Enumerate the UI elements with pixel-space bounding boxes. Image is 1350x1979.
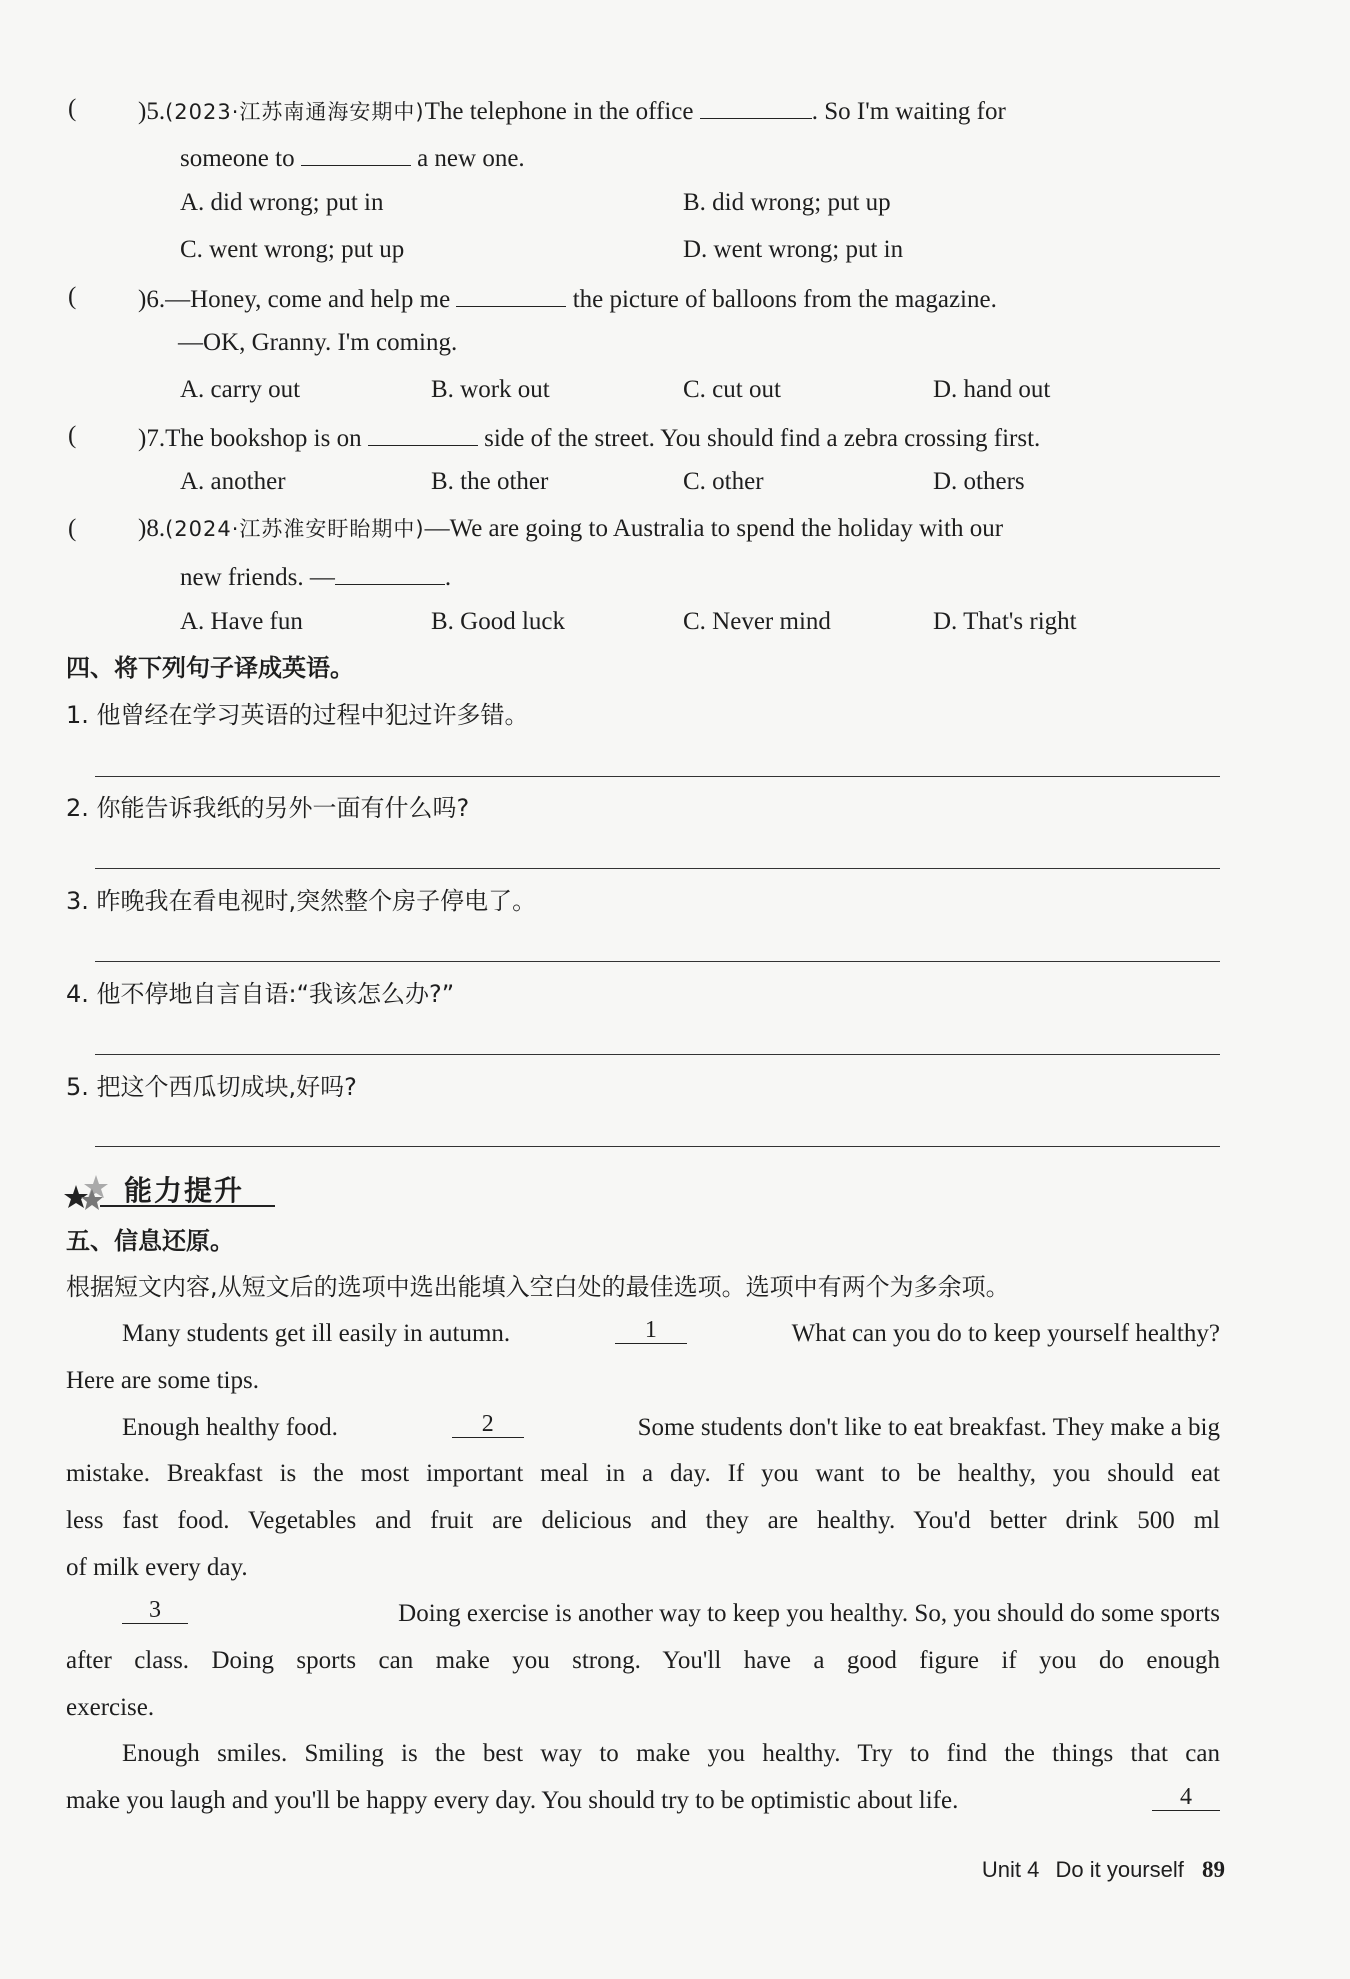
passage-p4b: make you laugh and you'll be happy every day. You should try to be optimistic about life. (66, 1787, 959, 1814)
passage-p2b: Some students don't like to eat breakfast. They make a big (637, 1414, 1220, 1441)
q5-number: )5. (138, 98, 166, 125)
q8-option-c[interactable]: C. Never mind (683, 608, 831, 635)
q8-source: (2024·江苏淮安盱眙期中) (165, 517, 425, 541)
q5-text2: . So I'm waiting for (811, 98, 1006, 125)
q6-line1 (138, 280, 997, 317)
q7-text2: side of the street. You should find a zebra crossing first. (484, 425, 1041, 452)
q6-text2: the picture of balloons from the magazine. (572, 286, 997, 313)
translate-item-4: 4. 他不停地自言自语:“我该怎么办?” (66, 980, 455, 1008)
q7-paren: ( (68, 422, 77, 449)
answer-line-4[interactable] (95, 1054, 1220, 1055)
passage-line-3 (122, 1411, 1220, 1445)
q6-option-a[interactable]: A. carry out (180, 376, 301, 403)
passage-p2e: of milk every day. (66, 1554, 248, 1581)
page-footer (945, 1857, 1225, 1883)
translate-item-2: 2. 你能告诉我纸的另外一面有什么吗? (66, 794, 470, 822)
passage-blank-1[interactable]: 1 (615, 1317, 687, 1344)
q8-line2 (180, 558, 451, 595)
q7-option-d[interactable]: D. others (933, 468, 1025, 495)
passage-p3b: after class. Doing sports can make you strong. You'll have a good figure if you do enough (66, 1647, 1220, 1674)
q8-option-d[interactable]: D. That's right (933, 608, 1077, 635)
translate-item-5: 5. 把这个西瓜切成块,好吗? (66, 1073, 357, 1101)
q5-line1 (138, 92, 1220, 129)
passage-p1a: Many students get ill easily in autumn. (122, 1320, 511, 1347)
q8-blank[interactable] (335, 558, 445, 585)
q5-blank2[interactable] (301, 139, 411, 166)
q6-number: )6. (138, 286, 166, 313)
q8-option-a[interactable]: A. Have fun (180, 608, 303, 635)
q6-line2: —OK, Granny. I'm coming. (178, 329, 458, 356)
q5-option-d[interactable]: D. went wrong; put in (683, 236, 904, 263)
passage-p2c: mistake. Breakfast is the most important meal in a day. If you want to be healthy, you should eat (66, 1460, 1220, 1487)
q6-blank[interactable] (456, 280, 566, 307)
translate-item-1: 1. 他曾经在学习英语的过程中犯过许多错。 (66, 701, 529, 729)
q5-text1: The telephone in the office (424, 98, 694, 125)
answer-line-3[interactable] (95, 961, 1220, 962)
passage-line-7 (122, 1597, 1220, 1631)
q8-number: )8. (138, 515, 166, 542)
q7-option-c[interactable]: C. other (683, 468, 764, 495)
ability-banner (62, 1165, 277, 1211)
q6-paren: ( (68, 283, 77, 310)
passage-p1c: Here are some tips. (66, 1367, 259, 1394)
banner-title: 能力提升 (124, 1174, 245, 1207)
q8-text2: new friends. — (180, 564, 335, 591)
q8-line1 (138, 512, 1003, 546)
q5-paren: ( (68, 95, 77, 122)
q6-text1: —Honey, come and help me (165, 286, 451, 313)
section5-title: 五、信息还原。 (66, 1227, 234, 1255)
q5-line2 (180, 139, 525, 176)
q5-text4: a new one. (417, 145, 525, 172)
passage-p1b: What can you do to keep yourself healthy? (791, 1320, 1220, 1347)
answer-line-2[interactable] (95, 868, 1220, 869)
q6-option-d[interactable]: D. hand out (933, 376, 1051, 403)
q7-line1 (138, 419, 1040, 456)
answer-line-5[interactable] (95, 1146, 1220, 1147)
q6-option-c[interactable]: C. cut out (683, 376, 781, 403)
page-number: 89 (1202, 1857, 1225, 1882)
footer-title: Do it yourself (1055, 1857, 1184, 1882)
passage-p2a: Enough healthy food. (122, 1414, 338, 1441)
q7-blank[interactable] (368, 419, 478, 446)
q5-option-b[interactable]: B. did wrong; put up (683, 189, 891, 216)
q7-number: )7. (138, 425, 166, 452)
passage-line-11 (66, 1784, 1220, 1818)
answer-line-1[interactable] (95, 776, 1220, 777)
passage-blank-4[interactable]: 4 (1152, 1784, 1220, 1811)
q8-text1: —We are going to Australia to spend the holiday with our (424, 515, 1004, 542)
q8-text3: . (444, 564, 452, 591)
passage-p4a: Enough smiles. Smiling is the best way to make you healthy. Try to find the things that can (122, 1740, 1220, 1767)
passage-blank-3[interactable]: 3 (122, 1597, 188, 1624)
section5-instruction: 根据短文内容,从短文后的选项中选出能填入空白处的最佳选项。选项中有两个为多余项。 (66, 1273, 1010, 1301)
q5-option-c[interactable]: C. went wrong; put up (180, 236, 405, 263)
q6-option-b[interactable]: B. work out (431, 376, 550, 403)
q7-text1: The bookshop is on (165, 425, 362, 452)
banner-underline (100, 1205, 275, 1207)
footer-unit: Unit 4 (981, 1857, 1040, 1882)
q7-option-a[interactable]: A. another (180, 468, 286, 495)
q8-option-b[interactable]: B. Good luck (431, 608, 566, 635)
q5-text3: someone to (180, 145, 295, 172)
translate-item-3: 3. 昨晚我在看电视时,突然整个房子停电了。 (66, 887, 537, 915)
passage-p3c: exercise. (66, 1694, 155, 1721)
passage-p2d: less fast food. Vegetables and fruit are delicious and they are healthy. You'd better drink 500 ml (66, 1507, 1220, 1534)
q5-blank1[interactable] (700, 92, 812, 119)
q8-paren: ( (68, 515, 77, 542)
q5-option-a[interactable]: A. did wrong; put in (180, 189, 384, 216)
q7-option-b[interactable]: B. the other (431, 468, 549, 495)
passage-blank-2[interactable]: 2 (452, 1411, 524, 1438)
section4-title: 四、将下列句子译成英语。 (66, 654, 354, 682)
q5-source: (2023·江苏南通海安期中) (165, 100, 425, 124)
passage-p3a: Doing exercise is another way to keep you healthy. So, you should do some sports (398, 1600, 1220, 1627)
passage-line-1 (122, 1317, 1220, 1351)
